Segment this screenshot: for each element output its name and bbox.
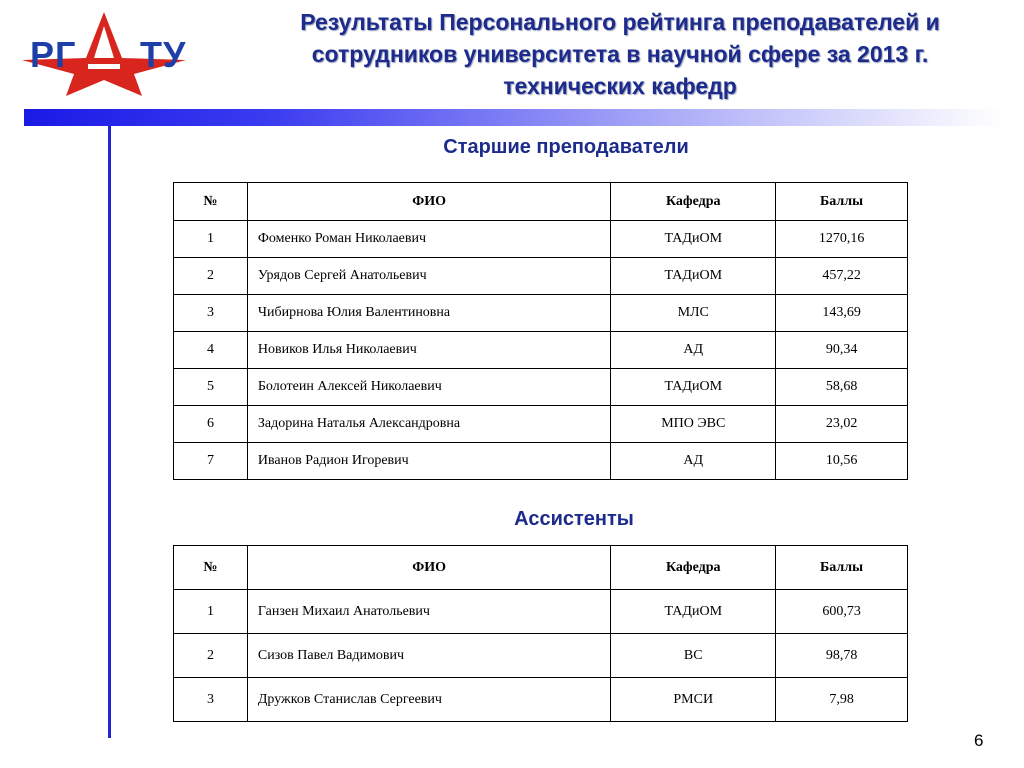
cell-department: МЛС [611,295,776,332]
table-row [174,369,908,406]
cell-name: Дружков Станислав Сергеевич [247,678,610,722]
cell-department: ТАДиОМ [611,258,776,295]
page-title [225,6,1015,102]
section-title-assistants: Ассистенты [514,508,634,530]
cell-number: 6 [174,406,248,443]
table-row [174,634,908,678]
cell-number: 1 [174,590,248,634]
section-title-senior-lecturers: Старшие преподаватели [443,136,689,158]
table-row [174,332,908,369]
cell-number: 3 [174,678,248,722]
cell-number: 2 [174,258,248,295]
cell-number: 2 [174,634,248,678]
logo-text-left: РГ [30,34,77,75]
table-row [174,221,908,258]
table-row [174,258,908,295]
cell-score: 457,22 [776,258,908,295]
column-header-department: Кафедра [611,183,776,221]
table-row [174,443,908,480]
column-header-score: Баллы [776,183,908,221]
cell-department: ТАДиОМ [611,369,776,406]
cell-number: 3 [174,295,248,332]
cell-score: 98,78 [776,634,908,678]
assistants-table [173,545,908,722]
column-header-score: Баллы [776,546,908,590]
table-row [174,678,908,722]
cell-name: Иванов Радион Игоревич [247,443,610,480]
cell-department: АД [611,443,776,480]
left-vertical-rule [108,126,111,738]
cell-score: 58,68 [776,369,908,406]
cell-department: РМСИ [611,678,776,722]
cell-name: Болотеин Алексей Николаевич [247,369,610,406]
cell-score: 23,02 [776,406,908,443]
cell-department: АД [611,332,776,369]
title-line-1: Результаты Персонального рейтинга преподавателей и [300,9,940,35]
column-header-name: ФИО [247,546,610,590]
table-row [174,590,908,634]
cell-name: Новиков Илья Николаевич [247,332,610,369]
title-line-2: сотрудников университета в научной сфере за 2013 г. [311,41,929,67]
cell-name: Урядов Сергей Анатольевич [247,258,610,295]
table-header-row [174,183,908,221]
table-row [174,295,908,332]
column-header-number: № [174,546,248,590]
cell-number: 7 [174,443,248,480]
cell-name: Сизов Павел Вадимович [247,634,610,678]
cell-department: ТАДиОМ [611,221,776,258]
university-logo [8,8,208,98]
cell-name: Ганзен Михаил Анатольевич [247,590,610,634]
cell-number: 4 [174,332,248,369]
cell-score: 1270,16 [776,221,908,258]
title-line-3: технических кафедр [503,73,737,99]
table-row [174,406,908,443]
cell-department: ТАДиОМ [611,590,776,634]
cell-score: 90,34 [776,332,908,369]
cell-number: 1 [174,221,248,258]
cell-name: Задорина Наталья Александровна [247,406,610,443]
cell-score: 10,56 [776,443,908,480]
cell-number: 5 [174,369,248,406]
logo-text-right: ТУ [140,34,187,75]
senior-lecturers-table [173,182,908,480]
cell-name: Чибирнова Юлия Валентиновна [247,295,610,332]
cell-department: МПО ЭВС [611,406,776,443]
cell-score: 143,69 [776,295,908,332]
table-header-row [174,546,908,590]
cell-score: 600,73 [776,590,908,634]
cell-name: Фоменко Роман Николаевич [247,221,610,258]
header-gradient-band [24,109,1002,126]
column-header-number: № [174,183,248,221]
page-number: 6 [974,731,984,750]
cell-department: ВС [611,634,776,678]
cell-score: 7,98 [776,678,908,722]
column-header-department: Кафедра [611,546,776,590]
column-header-name: ФИО [247,183,610,221]
